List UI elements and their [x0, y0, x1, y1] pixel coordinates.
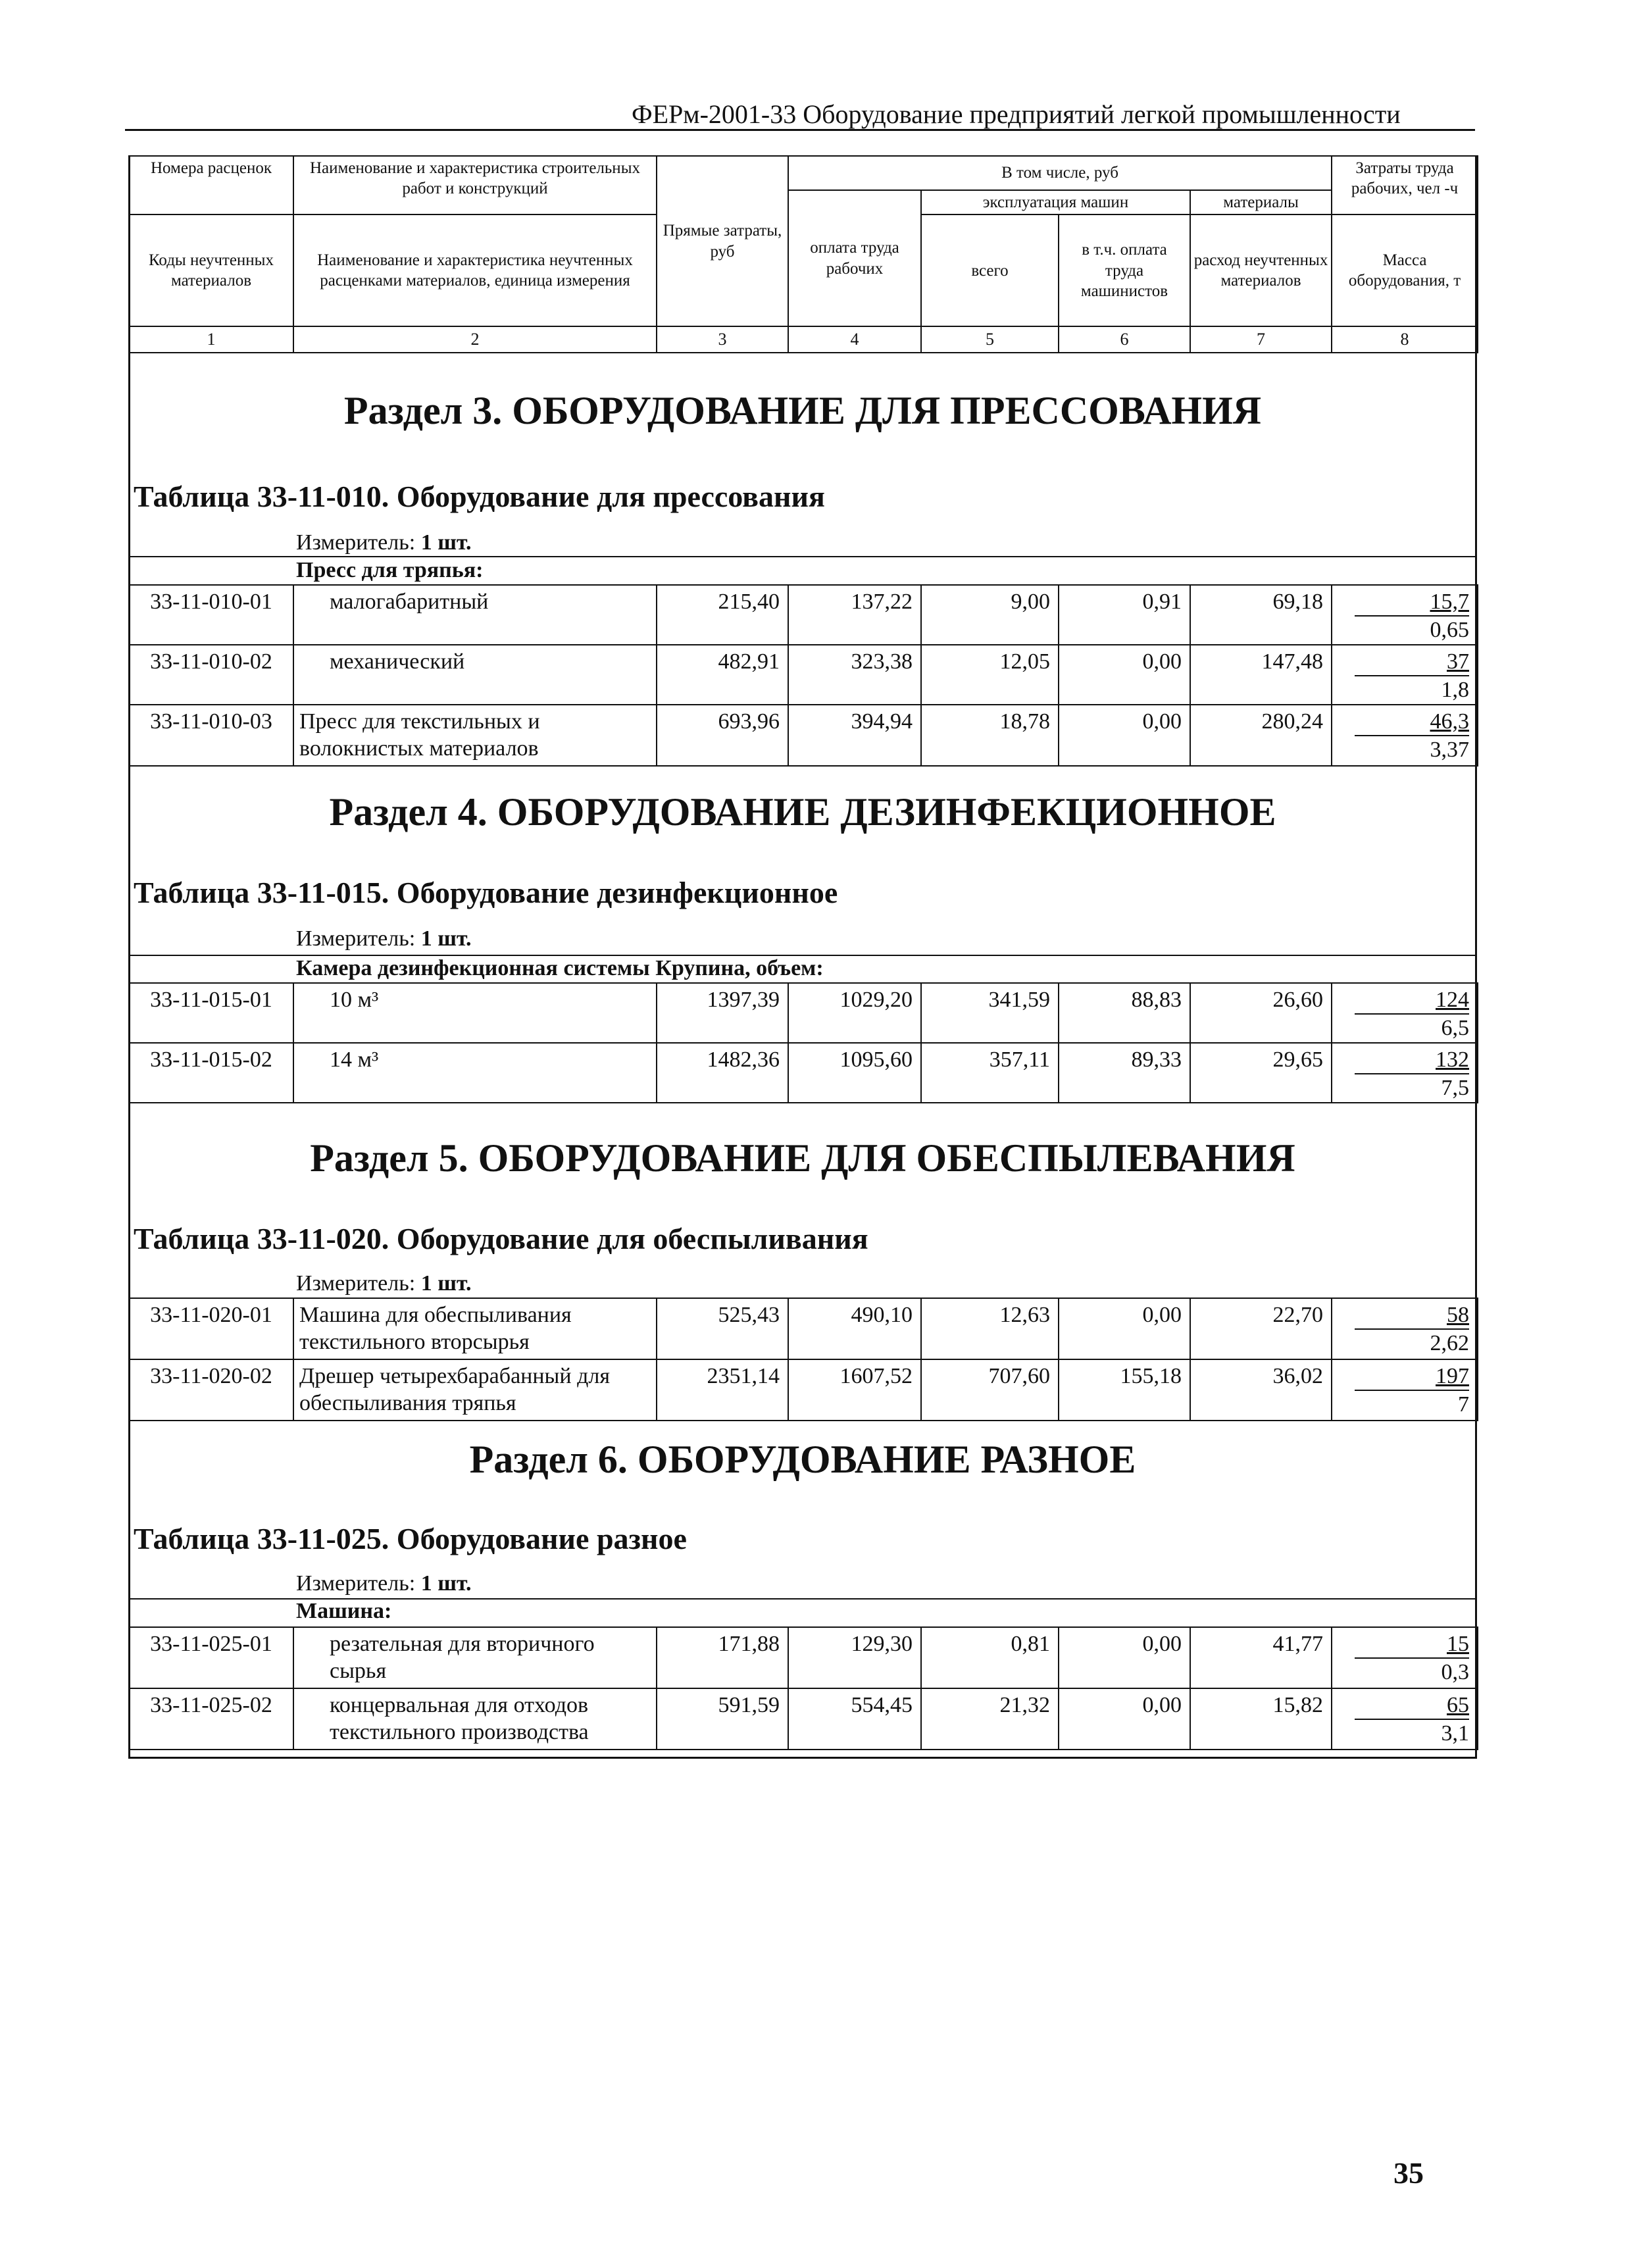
col-number: 3 — [657, 326, 788, 353]
materials-cost: 26,60 — [1190, 983, 1332, 1043]
equipment-mass: 3,37 — [1430, 738, 1469, 763]
hours-mass-cell — [1332, 1627, 1478, 1688]
col-number: 8 — [1332, 326, 1478, 353]
operators-cost: 0,91 — [1059, 585, 1190, 645]
header-rule — [125, 129, 1475, 131]
machines-cost: 12,05 — [921, 645, 1059, 705]
meter-line — [296, 1271, 472, 1296]
header-col8-top: Затраты труда рабочих, чел -ч — [1332, 156, 1478, 214]
rate-name: 10 м³ — [293, 983, 657, 1043]
meter-label: Измеритель: — [296, 926, 416, 951]
subhead: Машина: — [296, 1599, 392, 1623]
machines-cost: 341,59 — [921, 983, 1059, 1043]
labor-cost: 394,94 — [788, 705, 921, 766]
labor-cost: 1607,52 — [788, 1359, 921, 1421]
materials-cost: 280,24 — [1190, 705, 1332, 766]
direct-cost: 2351,14 — [657, 1359, 788, 1421]
table-row — [129, 585, 1478, 645]
materials-cost: 15,82 — [1190, 1688, 1332, 1750]
subhead: Пресс для тряпья: — [296, 558, 484, 582]
header-col1-bottom: Коды неучтенных материалов — [129, 214, 293, 326]
hours-mass-cell — [1332, 705, 1478, 766]
table-row — [129, 1627, 1478, 1688]
table-title: Таблица 33-11-025. Оборудование разное — [134, 1522, 687, 1555]
equipment-mass: 3,1 — [1441, 1721, 1469, 1746]
direct-cost: 482,91 — [657, 645, 788, 705]
operators-cost: 0,00 — [1059, 1688, 1190, 1750]
rates-table — [128, 1298, 1478, 1421]
table-row — [129, 1043, 1478, 1103]
machines-cost: 357,11 — [921, 1043, 1059, 1103]
section-title: Раздел 3. ОБОРУДОВАНИЕ ДЛЯ ПРЕССОВАНИЯ — [343, 389, 1262, 432]
hours-mass-cell — [1332, 1688, 1478, 1750]
rate-code: 33-11-015-01 — [129, 983, 293, 1043]
meter-value: 1 шт. — [420, 530, 472, 555]
materials-cost: 41,77 — [1190, 1627, 1332, 1688]
rate-name: 14 м³ — [293, 1043, 657, 1103]
meter-label: Измеритель: — [296, 530, 416, 555]
rate-name: Дрешер четырехбарабанный для обеспыливания тряпья — [293, 1359, 657, 1421]
equipment-mass: 7 — [1458, 1392, 1469, 1417]
hours-mass-cell — [1332, 1359, 1478, 1421]
rate-name: концервальная для отходов текстильного производства — [293, 1688, 657, 1750]
operators-cost: 88,83 — [1059, 983, 1190, 1043]
labor-cost: 129,30 — [788, 1627, 921, 1688]
equipment-mass: 2,62 — [1430, 1331, 1469, 1356]
machines-cost: 12,63 — [921, 1298, 1059, 1359]
equipment-mass: 0,3 — [1441, 1660, 1469, 1685]
row-divider — [128, 556, 1477, 557]
meter-line — [296, 1571, 472, 1596]
section-title: Раздел 5. ОБОРУДОВАНИЕ ДЛЯ ОБЕСПЫЛЕВАНИЯ — [310, 1136, 1295, 1180]
rate-code: 33-11-020-02 — [129, 1359, 293, 1421]
hours-mass-cell — [1332, 1043, 1478, 1103]
operators-cost: 0,00 — [1059, 645, 1190, 705]
meter-value: 1 шт. — [420, 1571, 472, 1596]
table-title: Таблица 33-11-010. Оборудование для прессования — [134, 480, 825, 513]
hours-mass-cell — [1332, 645, 1478, 705]
direct-cost: 591,59 — [657, 1688, 788, 1750]
labor-hours: 124 — [1355, 986, 1469, 1015]
table-title: Таблица 33-11-020. Оборудование для обеспыливания — [134, 1222, 868, 1255]
operators-cost: 0,00 — [1059, 1627, 1190, 1688]
labor-cost: 323,38 — [788, 645, 921, 705]
direct-cost: 693,96 — [657, 705, 788, 766]
operators-cost: 0,00 — [1059, 705, 1190, 766]
labor-cost: 554,45 — [788, 1688, 921, 1750]
hours-mass-cell — [1332, 585, 1478, 645]
header-col8-bottom: Масса оборудования, т — [1332, 214, 1478, 326]
rate-code: 33-11-020-01 — [129, 1298, 293, 1359]
materials-cost: 22,70 — [1190, 1298, 1332, 1359]
equipment-mass: 1,8 — [1441, 678, 1469, 703]
page-number: 35 — [1393, 2156, 1424, 2190]
rate-name: Пресс для текстильных и волокнистых материалов — [293, 705, 657, 766]
rate-name: малогабаритный — [293, 585, 657, 645]
table-row — [129, 1298, 1478, 1359]
rate-code: 33-11-010-01 — [129, 585, 293, 645]
hours-mass-cell — [1332, 1298, 1478, 1359]
col-number: 7 — [1190, 326, 1332, 353]
equipment-mass: 6,5 — [1441, 1016, 1469, 1041]
rate-code: 33-11-025-02 — [129, 1688, 293, 1750]
col-number: 4 — [788, 326, 921, 353]
operators-cost: 0,00 — [1059, 1298, 1190, 1359]
header-col7: расход неучтенных материалов — [1190, 214, 1332, 326]
labor-hours: 15,7 — [1355, 588, 1469, 617]
labor-cost: 1095,60 — [788, 1043, 921, 1103]
rate-code: 33-11-010-03 — [129, 705, 293, 766]
section-title: Раздел 6. ОБОРУДОВАНИЕ РАЗНОЕ — [469, 1438, 1136, 1481]
materials-cost: 147,48 — [1190, 645, 1332, 705]
rate-name: Машина для обеспыливания текстильного вторсырья — [293, 1298, 657, 1359]
labor-hours: 46,3 — [1355, 708, 1469, 736]
direct-cost: 1482,36 — [657, 1043, 788, 1103]
running-header: ФЕРм-2001-33 Оборудование предприятий легкой промышленности — [632, 99, 1401, 129]
col-number: 5 — [921, 326, 1059, 353]
header-col6: в т.ч. оплата труда машинистов — [1059, 214, 1190, 326]
direct-cost: 171,88 — [657, 1627, 788, 1688]
subhead: Камера дезинфекционная системы Крупина, объем: — [296, 956, 824, 980]
rate-name: резательная для вторичного сырья — [293, 1627, 657, 1688]
header-col1-top: Номера расценок — [129, 156, 293, 214]
labor-hours: 15 — [1355, 1630, 1469, 1659]
col-number: 2 — [293, 326, 657, 353]
labor-hours: 58 — [1355, 1301, 1469, 1330]
machines-cost: 21,32 — [921, 1688, 1059, 1750]
labor-hours: 65 — [1355, 1692, 1469, 1720]
direct-cost: 215,40 — [657, 585, 788, 645]
machines-cost: 9,00 — [921, 585, 1059, 645]
operators-cost: 89,33 — [1059, 1043, 1190, 1103]
header-machines: эксплуатация машин — [921, 190, 1190, 214]
meter-line — [296, 530, 472, 555]
meter-value: 1 шт. — [420, 926, 472, 951]
header-col2-top: Наименование и характеристика строительных работ и конструкций — [293, 156, 657, 214]
column-header-table — [128, 155, 1478, 353]
col-number: 6 — [1059, 326, 1190, 353]
direct-cost: 525,43 — [657, 1298, 788, 1359]
machines-cost: 18,78 — [921, 705, 1059, 766]
machines-cost: 707,60 — [921, 1359, 1059, 1421]
meter-value: 1 шт. — [420, 1271, 472, 1296]
rates-table — [128, 1626, 1478, 1750]
rate-name: механический — [293, 645, 657, 705]
labor-cost: 137,22 — [788, 585, 921, 645]
meter-label: Измеритель: — [296, 1571, 416, 1596]
labor-cost: 490,10 — [788, 1298, 921, 1359]
table-title: Таблица 33-11-015. Оборудование дезинфекционное — [134, 876, 838, 909]
rate-code: 33-11-015-02 — [129, 1043, 293, 1103]
header-materials: материалы — [1190, 190, 1332, 214]
machines-cost: 0,81 — [921, 1627, 1059, 1688]
col-number: 1 — [129, 326, 293, 353]
operators-cost: 155,18 — [1059, 1359, 1190, 1421]
table-row — [129, 1688, 1478, 1750]
table-row — [129, 983, 1478, 1043]
labor-cost: 1029,20 — [788, 983, 921, 1043]
section-title: Раздел 4. ОБОРУДОВАНИЕ ДЕЗИНФЕКЦИОННОЕ — [329, 790, 1276, 834]
header-col5: всего — [921, 214, 1059, 326]
equipment-mass: 7,5 — [1441, 1076, 1469, 1101]
meter-line — [296, 926, 472, 951]
header-group: В том числе, руб — [788, 156, 1332, 190]
table-row — [129, 645, 1478, 705]
rate-code: 33-11-010-02 — [129, 645, 293, 705]
materials-cost: 69,18 — [1190, 585, 1332, 645]
header-col2-bottom: Наименование и характеристика неучтенных расценками материалов, единица измерения — [293, 214, 657, 326]
table-row — [129, 1359, 1478, 1421]
labor-hours: 197 — [1355, 1363, 1469, 1391]
header-col4: оплата труда рабочих — [788, 190, 921, 326]
materials-cost: 29,65 — [1190, 1043, 1332, 1103]
hours-mass-cell — [1332, 983, 1478, 1043]
direct-cost: 1397,39 — [657, 983, 788, 1043]
table-row — [129, 705, 1478, 766]
labor-hours: 132 — [1355, 1046, 1469, 1074]
rates-table — [128, 584, 1478, 767]
rates-table — [128, 982, 1478, 1103]
header-col3: Прямые затраты, руб — [657, 156, 788, 326]
equipment-mass: 0,65 — [1430, 618, 1469, 643]
materials-cost: 36,02 — [1190, 1359, 1332, 1421]
meter-label: Измеритель: — [296, 1271, 416, 1296]
labor-hours: 37 — [1355, 648, 1469, 676]
rate-code: 33-11-025-01 — [129, 1627, 293, 1688]
